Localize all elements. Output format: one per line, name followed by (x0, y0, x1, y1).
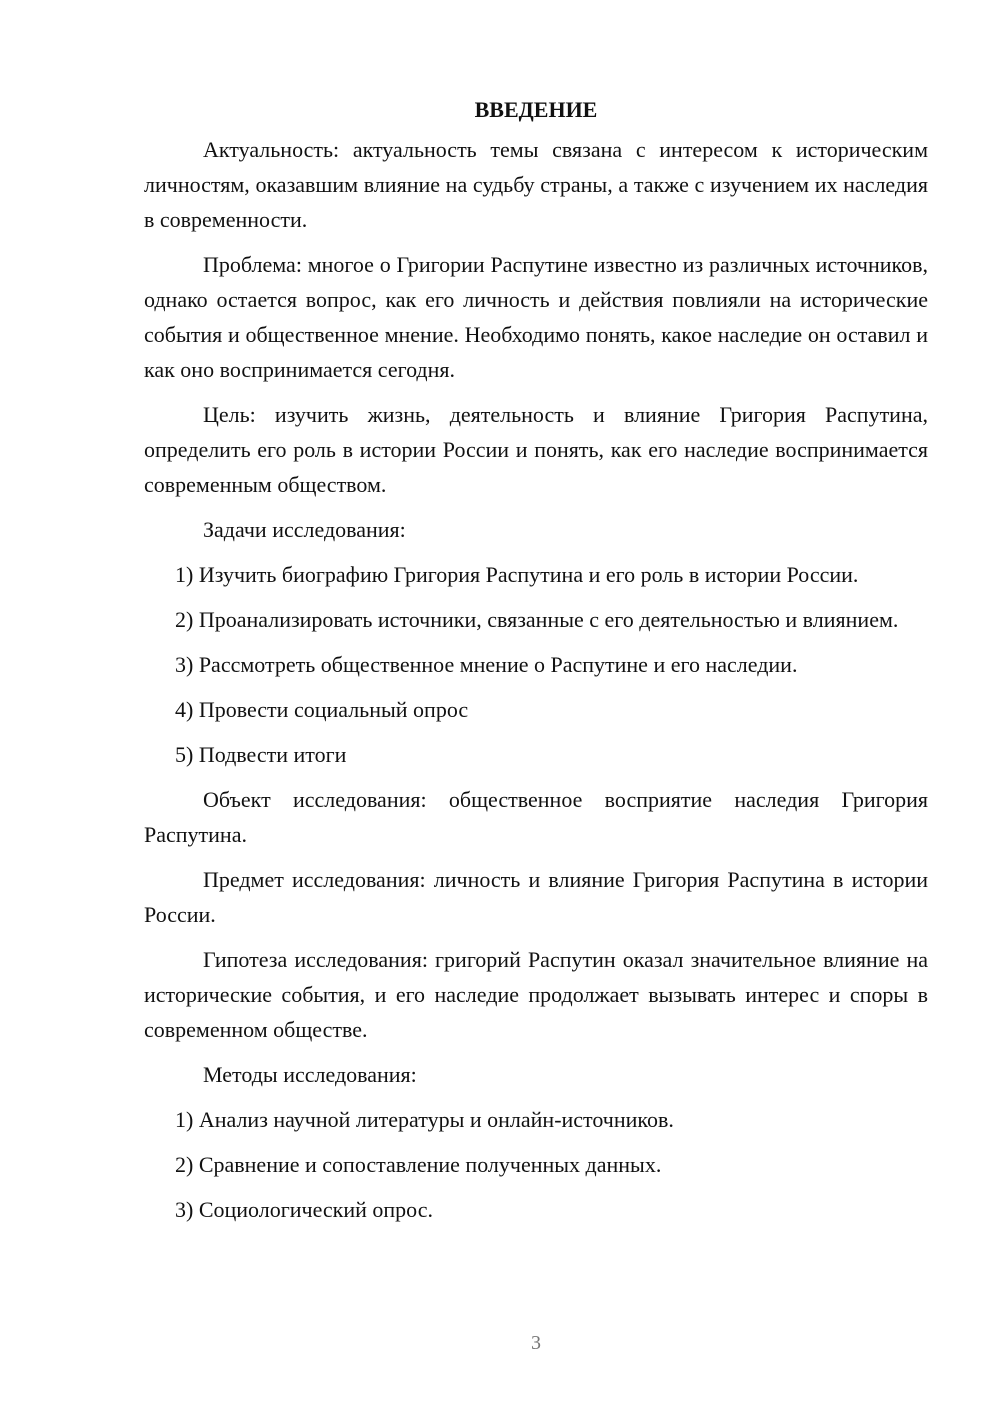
methods-heading: Методы исследования: (203, 1062, 417, 1087)
tasks-heading: Задачи исследования: (203, 517, 406, 542)
method-item-3: 3) Социологический опрос. (175, 1197, 433, 1222)
task-item-3: 3) Рассмотреть общественное мнение о Распутине и его наследии. (175, 652, 798, 677)
paragraph-subject: Предмет исследования: личность и влияние Григория Распутина в истории России. (144, 867, 928, 927)
task-item-1: 1) Изучить биографию Григория Распутина и его роль в истории России. (175, 562, 859, 587)
paragraph-object: Объект исследования: общественное восприятие наследия Григория Распутина. (144, 787, 928, 847)
paragraph-goal: Цель: изучить жизнь, деятельность и влияние Григория Распутина, определить его роль в истории России и понять, как его наследие воспринимается современным обществом. (144, 402, 928, 497)
document-page (144, 92, 928, 1237)
method-item-2: 2) Сравнение и сопоставление полученных данных. (175, 1152, 662, 1177)
section-title: ВВЕДЕНИЕ (474, 97, 598, 122)
paragraph-problem: Проблема: многое о Григории Распутине известно из различных источников, однако остается вопрос, как его личность и действия повлияли на исторические события и общественное мнение. Необходимо понять, какое наследие он оставил и как оно воспринимается сегодня. (144, 252, 928, 382)
task-item-4: 4) Провести социальный опрос (175, 697, 469, 722)
task-item-2: 2) Проанализировать источники, связанные с его деятельностью и влиянием. (175, 607, 899, 632)
page-number: 3 (531, 1332, 541, 1354)
task-item-5: 5) Подвести итоги (175, 742, 347, 767)
method-item-1: 1) Анализ научной литературы и онлайн-источников. (175, 1107, 674, 1132)
paragraph-relevance: Актуальность: актуальность темы связана с интересом к историческим личностям, оказавшим влияние на судьбу страны, а также с изучением их наследия в современности. (144, 137, 928, 232)
paragraph-hypothesis: Гипотеза исследования: григорий Распутин оказал значительное влияние на исторические события, и его наследие продолжает вызывать интерес и споры в современном обществе. (144, 947, 928, 1042)
